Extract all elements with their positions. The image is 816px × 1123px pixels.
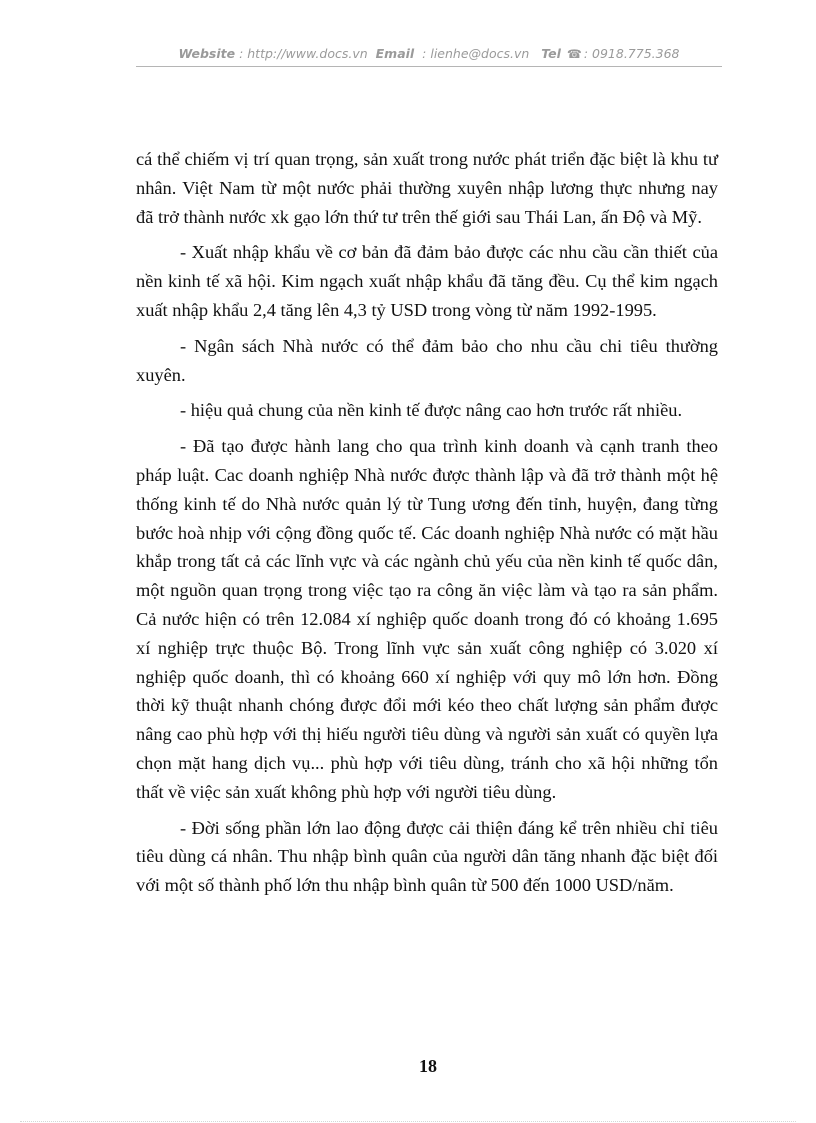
document-body xyxy=(136,145,718,907)
header-divider xyxy=(136,66,722,67)
paragraph-4: - hiệu quả chung của nền kinh tế được nâng cao hơn trước rất nhiều. xyxy=(180,400,683,421)
footer-divider xyxy=(20,1121,796,1122)
page-header xyxy=(136,46,722,61)
paragraph-6: - Đời sống phần lớn lao động được cải thiện đáng kể trên nhiều chỉ tiêu tiêu dùng cá nhân. Thu nhập bình quân của người dân tăng nhanh đặc biệt đối với một số thành phố lớn thu nhập bình quân từ 500 đến 1000 USD/năm. xyxy=(136,817,718,896)
website-value[interactable]: : http://www.docs.vn xyxy=(239,46,368,61)
paragraph-3: - Ngân sách Nhà nước có thể đảm bảo cho nhu cầu chi tiêu thường xuyên. xyxy=(136,335,718,385)
page-number: 18 xyxy=(419,1056,437,1076)
email-label: Email xyxy=(375,46,415,61)
tel-label: Tel xyxy=(541,46,561,61)
paragraph-5: - Đã tạo được hành lang cho qua trình kinh doanh và cạnh tranh theo pháp luật. Cac doanh nghiệp Nhà nước được thành lập và đã trở thành một hệ thống kinh tế do Nhà nước quản lý từ Tung ương đến tỉnh, huyện, đang từng bước hoà nhịp với cộng đồng quốc tế. Các doanh nghiệp Nhà nước có mặt hầu khắp trong tất cả các lĩnh vực và các ngành chủ yếu của nền kinh tế quốc dân, một nguồn quan trọng trong việc tạo ra công ăn việc làm và tạo ra sản phẩm. Cả nước hiện có trên 12.084 xí nghiệp quốc doanh trong đó có khoảng 1.695 xí nghiệp trực thuộc Bộ. Trong lĩnh vực sản xuất công nghiệp có 3.020 xí nghiệp quốc doanh, thì có khoảng 660 xí nghiệp với quy mô lớn hơn. Đồng thời kỹ thuật nhanh chóng được đổi mới kéo theo chất lượng sản phẩm được nâng cao phù hợp với thị hiếu người tiêu dùng và người sản xuất có quyền lựa chọn mặt hang dịch vụ... phù hợp với tiêu dùng, tránh cho xã hội những tổn thất về việc sản xuất không phù hợp với người tiêu dùng. xyxy=(136,436,718,802)
tel-value: : 0918.775.368 xyxy=(583,46,680,61)
paragraph-2: - Xuất nhập khẩu về cơ bản đã đảm bảo được các nhu cầu cần thiết của nền kinh tế xã hội. Kim ngạch xuất nhập khẩu đã tăng đều. Cụ thể kim ngạch xuất nhập khẩu 2,4 tăng lên 4,3 tỷ USD trong vòng từ năm 1992-1995. xyxy=(136,242,718,320)
phone-icon: ☎ xyxy=(566,47,582,61)
website-label: Website xyxy=(178,46,236,61)
paragraph-1: cá thể chiếm vị trí quan trọng, sản xuất trong nước phát triển đặc biệt là khu tư nhân. Việt Nam từ một nước phải thường xuyên nhập lương thực nhưng nay đã trở thành nước xk gạo lớn thứ tư trên thế giới sau Thái Lan, ấn Độ và Mỹ. xyxy=(136,149,718,227)
email-value[interactable]: : lienhe@docs.vn xyxy=(422,46,530,61)
